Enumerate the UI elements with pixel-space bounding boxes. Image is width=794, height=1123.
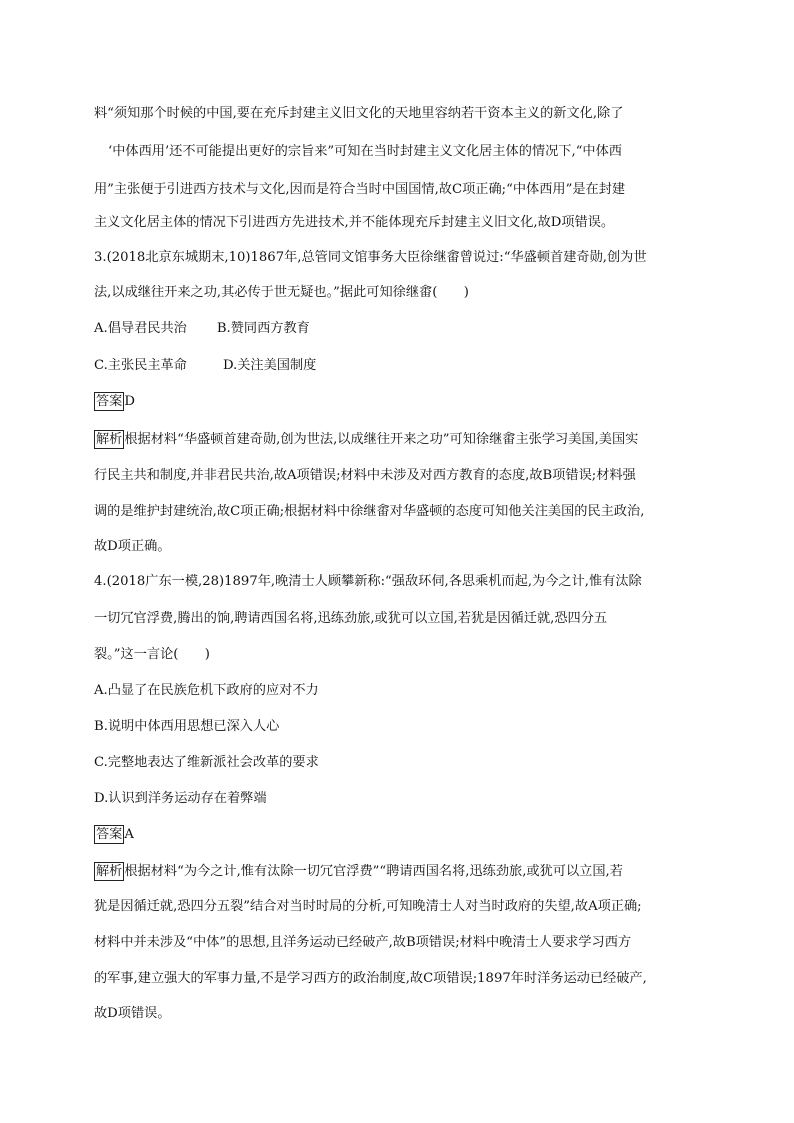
q4-option-a: A.凸显了在民族危机下政府的应对不力 <box>94 683 319 698</box>
q4-option-d: D.认识到洋务运动存在着弊端 <box>94 791 267 806</box>
analysis-continuation-line-2: ‘中体西用’还不可能提出更好的宗旨来”可知在当时封建主义文化居主体的情况下,“中体西 <box>108 144 622 159</box>
answer-label: 答案 <box>96 827 123 842</box>
analysis-continuation-line-1: 料“须知那个时候的中国,要在充斥封建主义旧文化的天地里容纳若干资本主义的新文化,除了 <box>94 106 624 121</box>
analysis-continuation-line-3: 用”主张便于引进西方技术与文化,因而是符合当时中国国情,故C项正确;“中体西用”是在封建 <box>94 182 626 197</box>
q4-analysis-line-4: 的军事,建立强大的军事力量,不是学习西方的政治制度,故C项错误;1897年时洋务运动已经破产, <box>94 971 647 986</box>
analysis-label: 解析 <box>96 864 123 879</box>
q4-analysis-line-2: 犹是因循迁就,恐四分五裂”结合对当时时局的分析,可知晚清士人对当时政府的失望,故A项正确; <box>94 899 642 914</box>
q3-option-a: A.倡导君民共治 <box>94 321 187 336</box>
q3-options-row-1 <box>94 319 704 339</box>
q4-option-c: C.完整地表达了维新派社会改革的要求 <box>94 755 319 770</box>
q4-analysis-line-3: 材料中并未涉及“中体”的思想,且洋务运动已经破产,故B项错误;材料中晚清士人要求学习西方 <box>94 935 632 950</box>
q4-option-b: B.说明中体西用思想已深入人心 <box>94 719 280 734</box>
q3-analysis-line-3: 调的是维护封建统治,故C项正确;根据材料中徐继畬对华盛顿的态度可知他关注美国的民主政治, <box>94 504 645 519</box>
q4-answer-value: A <box>124 827 134 842</box>
analysis-continuation-line-4: 主义文化居主体的情况下引进西方先进技术,并不能体现充斥封建主义旧文化,故D项错误。 <box>94 215 615 230</box>
q4-stem-line-1: 4.(2018广东一模,28)1897年,晚清士人顾攀新称:“强敌环伺,各思乘机而起,为今之计,惟有汰除 <box>94 574 642 589</box>
analysis-label: 解析 <box>96 432 123 447</box>
q3-stem-line-2: 法,以成继往开来之功,其必传于世无疑也。”据此可知徐继畬( ) <box>94 285 469 300</box>
q4-analysis-line-5: 故D项错误。 <box>94 1006 171 1021</box>
q4-analysis-line-1 <box>94 862 704 882</box>
q3-option-c: C.主张民主革命 <box>94 358 187 373</box>
q3-answer-value: D <box>124 394 135 409</box>
q3-analysis-line-4: 故D项正确。 <box>94 539 171 554</box>
q3-analysis-line-2: 行民主共和制度,并非君民共治,故A项错误;材料中未涉及对西方教育的态度,故B项错误;材料强 <box>94 468 636 483</box>
q3-option-b: B.赞同西方教育 <box>216 321 310 336</box>
answer-label: 答案 <box>96 394 123 409</box>
q4-analysis-text-1: 根据材料“为今之计,惟有汰除一切冗官浮费”“聘请西国名将,迅练劲旅,或犹可以立国,若 <box>124 864 623 879</box>
q4-stem-line-3: 裂。”这一言论( ) <box>94 647 210 662</box>
q3-analysis-line-1 <box>94 430 704 450</box>
q3-analysis-text-1: 根据材料“华盛顿首建奇勋,创为世法,以成继往开来之功”可知徐继畬主张学习美国,美国实 <box>124 432 639 447</box>
q3-answer <box>94 392 704 412</box>
q3-option-d: D.关注美国制度 <box>222 358 317 373</box>
q4-stem-line-2: 一切冗官浮费,腾出的饷,聘请西国名将,迅练劲旅,或犹可以立国,若犹是因循迁就,恐四分五 <box>94 611 608 626</box>
q3-options-row-2 <box>94 356 704 376</box>
q4-answer <box>94 825 704 845</box>
q3-stem-line-1: 3.(2018北京东城期末,10)1867年,总管同文馆事务大臣徐继畬曾说过:“华盛顿首建奇勋,创为世 <box>94 250 647 265</box>
